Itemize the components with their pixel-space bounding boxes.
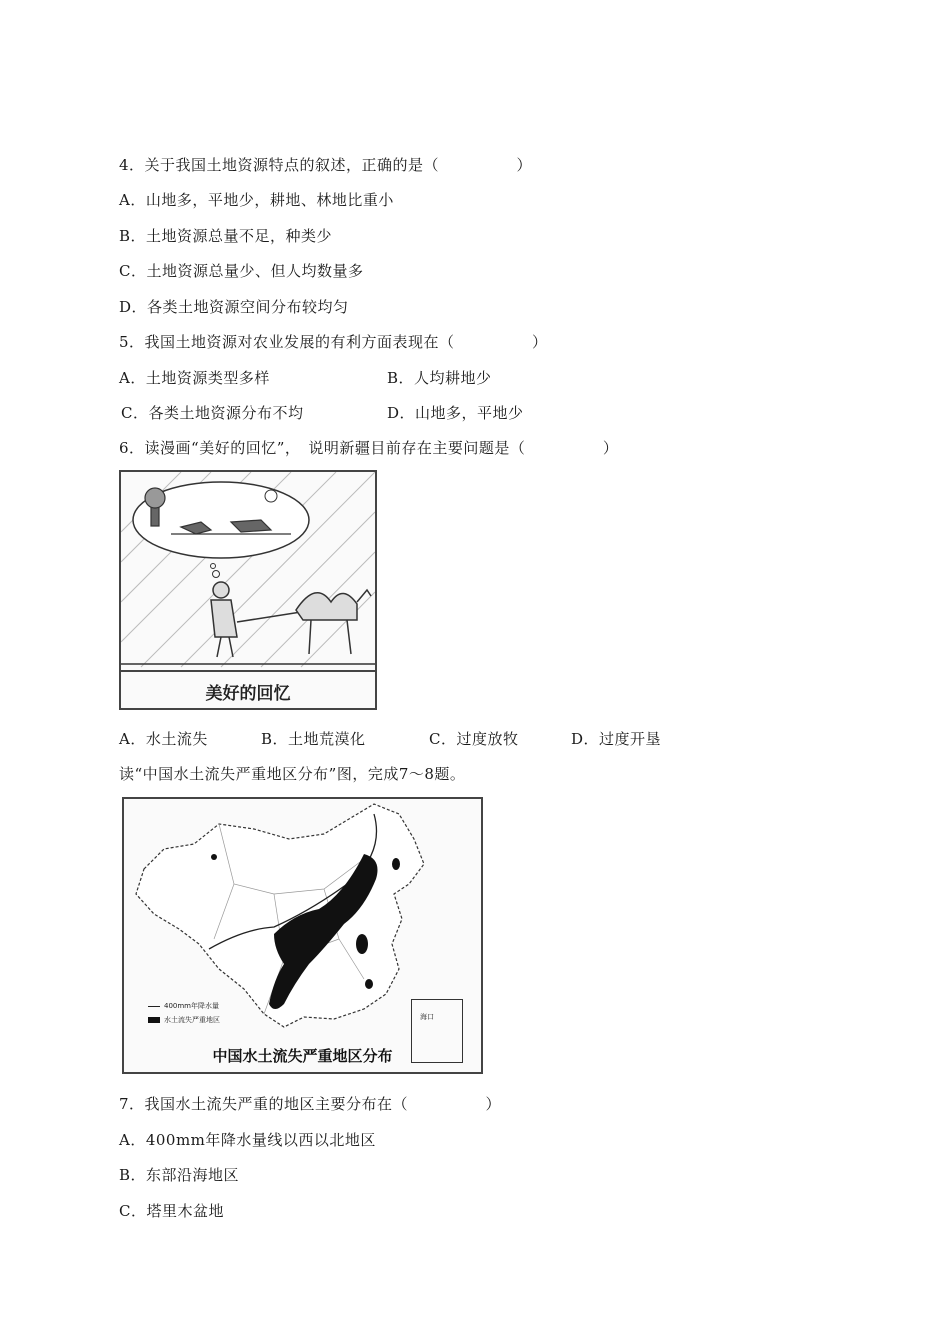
map-legend [148, 1001, 220, 1029]
q7-stem: 7．我国水土流失严重的地区主要分布在（ ） [119, 1095, 502, 1113]
q5-option-b: B．人均耕地少 [387, 369, 492, 387]
cartoon-caption: 美好的回忆 [205, 684, 291, 704]
q5-option-c: C．各类土地资源分布不均 [121, 404, 304, 422]
q4-option-c: C．土地资源总量少、但人均数量多 [119, 262, 364, 280]
q7-option-c: C．塔里木盆地 [119, 1202, 224, 1220]
q4-option-a: A．山地多，平地少，耕地、林地比重小 [119, 191, 394, 209]
q6-option-b: B．土地荒漠化 [261, 730, 366, 748]
q6-option-d: D．过度开垦 [571, 730, 662, 748]
q6-stem: 6．读漫画“美好的回忆”， 说明新疆目前存在主要问题是（ ） [119, 439, 619, 457]
map-title: 中国水土流失严重地区分布 [212, 1047, 393, 1065]
caption-divider [121, 670, 375, 672]
q5-stem: 5．我国土地资源对农业发展的有利方面表现在（ ） [119, 333, 548, 351]
legend-line-swatch [148, 1006, 160, 1007]
q6-option-c: C．过度放牧 [429, 730, 519, 748]
inset-label: 海口 [420, 1013, 434, 1021]
q7-option-a: A．400mm年降水量线以西以北地区 [119, 1131, 376, 1149]
q4-option-d: D．各类土地资源空间分布较均匀 [119, 298, 349, 316]
q4-option-b: B．土地资源总量不足，种类少 [119, 227, 333, 245]
q4-stem: 4．关于我国土地资源特点的叙述，正确的是（ ） [119, 156, 533, 174]
cartoon-illustration [121, 472, 375, 672]
q6-option-a: A．水土流失 [119, 730, 208, 748]
map-intro: 读“中国水土流失严重地区分布”图，完成7～8题。 [119, 765, 466, 783]
legend-line-label: 400mm年降水量 [164, 1002, 219, 1010]
legend-area-label: 水土流失严重地区 [164, 1016, 220, 1024]
q5-option-d: D．山地多，平地少 [387, 404, 524, 422]
map-figure [122, 797, 483, 1074]
legend-area-swatch [148, 1017, 160, 1023]
q7-option-b: B．东部沿海地区 [119, 1166, 240, 1184]
q5-option-a: A．土地资源类型多样 [119, 369, 270, 387]
cartoon-figure [119, 470, 377, 710]
